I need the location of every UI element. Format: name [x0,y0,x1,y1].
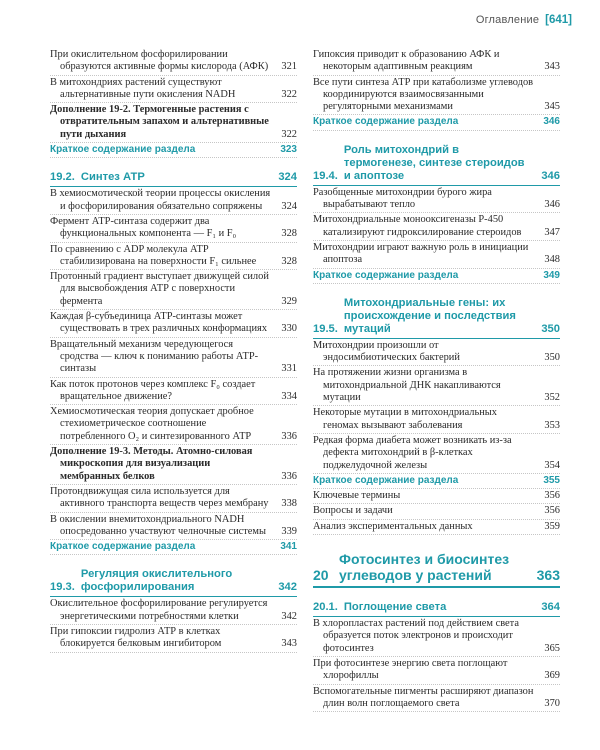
entry-title: Краткое содержание раздела [313,269,459,281]
toc-entry[interactable] [313,657,560,685]
section-number: 19.3. [50,581,75,594]
toc-entry[interactable] [313,213,560,241]
entry-title: Каждая β-субъединица АТР-синтазы может существовать в трех различных конформациях [50,311,268,335]
entry-title: В хемиосмотической теории процессы окисления и фосфорилирования обязательно сопряжены [50,188,271,212]
entry-page-number: 339 [281,525,297,537]
toc-entry[interactable] [313,434,560,474]
entry-title: Краткое содержание раздела [50,541,196,553]
toc-entry[interactable] [313,241,560,269]
toc-left-column [50,48,297,653]
toc-entry[interactable] [313,339,560,367]
box-entry[interactable] [50,103,297,143]
entry-page-number: 355 [543,474,560,486]
entry-title: Дополнение 19-2. Термогенные растения с отвратительным запахом и альтернативные пути дыхания [50,104,269,140]
entry-title: Как поток протонов через комплекс F₀ создает вращательное движение? [50,378,256,402]
entry-title: Митохондриальные монооксигеназы Р-450 катализируют гидроксилирование стероидов [313,214,522,238]
entry-title: Вспомогательные пигменты расширяют диапазон длин волн поглощаемого света [313,685,534,709]
entry-title: Редкая форма диабета может возникать из-за дефекта митохондрий в β-клетках поджелудочной железы [313,434,512,471]
entry-page-number: 324 [281,200,297,212]
toc-entry[interactable] [50,378,297,406]
entry-page-number: 334 [281,390,297,402]
toc-entry[interactable] [313,366,560,406]
entry-page-number: 345 [544,101,560,113]
entry-page-number: 323 [280,144,297,156]
entry-title: Хемиосмотическая теория допускает дробное стехиометрическое соотношение потребленного O₂ и синтезированного АТР [50,406,254,442]
entry-title: Дополнение 19-3. Методы. Атомно-силовая микроскопия для визуализации мембранных белков [50,446,253,482]
entry-title: Анализ экспериментальных данных [313,520,473,532]
entry-title: Поглощение света [343,601,447,614]
entry-page-number: 348 [544,254,560,266]
entry-title: Краткое содержание раздела [313,474,459,486]
entry-page-number: 329 [281,295,297,307]
entry-page-number: 349 [543,269,560,281]
entry-page-number: 363 [536,567,560,584]
entry-title: При окислительном фосфорилировании образуются активные формы кислорода (АФК) [50,49,269,73]
box-entry[interactable] [50,445,297,485]
entry-title: Протонный градиент выступает движущей силой для высвобождения АТР с поверхности фермента [50,271,269,307]
entry-title: Фермент АТР-синтаза содержит два функциональных компонента — F₁ и F₀ [50,215,237,240]
entry-title: Окислительное фосфорилирование регулируется энергетическими потребностями клетки [50,598,268,622]
entry-title: Протондвижущая сила используется для активного транспорта веществ через мембрану [50,485,269,510]
entry-page-number: 343 [544,61,560,73]
section-summary-link[interactable] [50,540,297,555]
toc-entry[interactable] [313,186,560,214]
entry-page-number: 352 [544,392,560,404]
section-number: 19.4. [313,169,338,182]
entry-page-number: 342 [281,610,297,622]
toc-entry[interactable] [50,597,297,625]
entry-title: По сравнению с ADP молекула АТР стабилизирована на поверхности F₁ сильнее [50,243,257,267]
entry-page-number: 341 [280,541,297,553]
entry-page-number: 350 [544,352,560,364]
toc-entry[interactable] [50,513,297,541]
entry-page-number: 328 [281,255,297,267]
toc-right-column [313,48,560,712]
entry-title: В окислении внемитохондриального NADH опосредованно участвуют челночные системы [50,513,266,537]
toc-entry[interactable] [50,48,297,76]
toc-entry[interactable] [50,270,297,310]
entry-page-number: 370 [544,697,560,709]
entry-title: Регуляция окислительного фосфорилирования [80,568,233,594]
entry-page-number: 356 [544,505,560,517]
section-summary-link[interactable] [313,269,560,284]
entry-page-number: 364 [541,601,560,614]
entry-page-number: 342 [278,581,297,594]
chapter-heading[interactable] [313,551,560,588]
entry-page-number: 346 [543,116,560,128]
entry-page-number: 346 [541,169,560,182]
toc-entry[interactable] [50,625,297,653]
entry-page-number: 346 [544,199,560,211]
section-heading[interactable] [313,144,560,186]
toc-entry[interactable] [50,338,297,378]
toc-entry[interactable] [313,489,560,504]
entry-title: Краткое содержание раздела [313,116,459,128]
entry-page-number: 338 [281,498,297,510]
toc-entry[interactable] [313,48,560,76]
entry-page-number: 336 [281,470,297,482]
toc-entry[interactable] [50,215,297,243]
entry-page-number: 322 [281,88,297,100]
entry-title: В митохондриях растений существуют альтернативные пути окисления NADH [50,76,236,100]
entry-page-number: 336 [281,430,297,442]
entry-title: Все пути синтеза АТР при катаболизме углеводов координируются взаимосвязанными регуляторными механизмами [313,76,534,113]
toc-entry[interactable] [313,617,560,657]
toc-entry[interactable] [50,485,297,513]
entry-page-number: 321 [281,61,297,73]
section-number: 19.2. [50,171,75,184]
entry-page-number: 343 [281,638,297,650]
entry-page-number: 328 [281,228,297,240]
section-heading[interactable] [313,601,560,617]
entry-page-number: 331 [281,363,297,375]
header-page-number: [641] [545,14,572,26]
section-summary-link[interactable] [313,115,560,130]
entry-title: Краткое содержание раздела [50,144,196,156]
entry-title: Вопросы и задачи [313,505,393,517]
toc-entry[interactable] [313,685,560,713]
entry-title: Некоторые мутации в митохондриальных геномах вызывают заболевания [313,407,497,431]
entry-title: Митохондриальные гены: их происхождение и последствия мутаций [343,296,516,335]
section-heading[interactable] [313,297,560,339]
toc-entry[interactable] [313,76,560,116]
entry-title: Разобщенные митохондрии бурого жира вырабатывают тепло [313,186,492,211]
entry-title: Ключевые термины [313,490,401,502]
header-title: Оглавление [475,14,540,26]
toc-entry[interactable] [50,76,297,104]
entry-title: При фотосинтезе энергию света поглощают хлорофиллы [313,657,508,682]
entry-page-number: 324 [278,171,297,184]
entry-title: Роль митохондрий в термогенезе, синтезе стероидов и апоптозе [343,143,525,182]
entry-title: Митохондрии играют важную роль в инициации апоптоза [313,241,529,266]
entry-page-number: 369 [544,670,560,682]
entry-page-number: 365 [544,642,560,654]
toc-entry[interactable] [50,187,297,215]
entry-title: Синтез АТР [80,171,145,184]
entry-title: Фотосинтез и биосинтез углеводов у растений [339,551,510,584]
entry-page-number: 353 [544,419,560,431]
toc-entry[interactable] [313,406,560,434]
toc-entry[interactable] [50,243,297,271]
chapter-number: 20 [313,567,329,584]
entry-page-number: 350 [541,322,560,335]
section-number: 20.1. [313,601,338,614]
section-heading[interactable] [50,568,297,597]
entry-page-number: 347 [544,226,560,238]
section-number: 19.5. [313,322,338,335]
section-summary-link[interactable] [313,474,560,489]
toc-entry[interactable] [50,310,297,338]
entry-page-number: 356 [544,490,560,502]
entry-title: При гипоксии гидролиз АТР в клетках блокируется белковым ингибитором [50,625,222,650]
toc-entry[interactable] [313,504,560,519]
running-header [476,14,572,26]
section-heading[interactable] [50,171,297,187]
entry-title: На протяжении жизни организма в митохондриальной ДНК накапливаются мутации [313,367,501,404]
entry-title: Гипоксия приводит к образованию АФК и некоторым адаптивным реакциям [313,49,500,73]
entry-page-number: 359 [544,520,560,532]
entry-page-number: 354 [544,459,560,471]
toc-entry[interactable] [313,520,560,535]
toc-entry[interactable] [50,405,297,445]
entry-title: Митохондрии произошли от эндосимбиотических бактерий [313,339,460,364]
entry-page-number: 330 [281,323,297,335]
entry-title: Вращательный механизм чередующегося сродства — ключ к пониманию работы АТР-синтазы [50,338,259,375]
entry-title: В хлоропластах растений под действием света образуется поток электронов и происходит фотосинтез [313,618,519,654]
entry-page-number: 322 [281,128,297,140]
section-summary-link[interactable] [50,143,297,158]
